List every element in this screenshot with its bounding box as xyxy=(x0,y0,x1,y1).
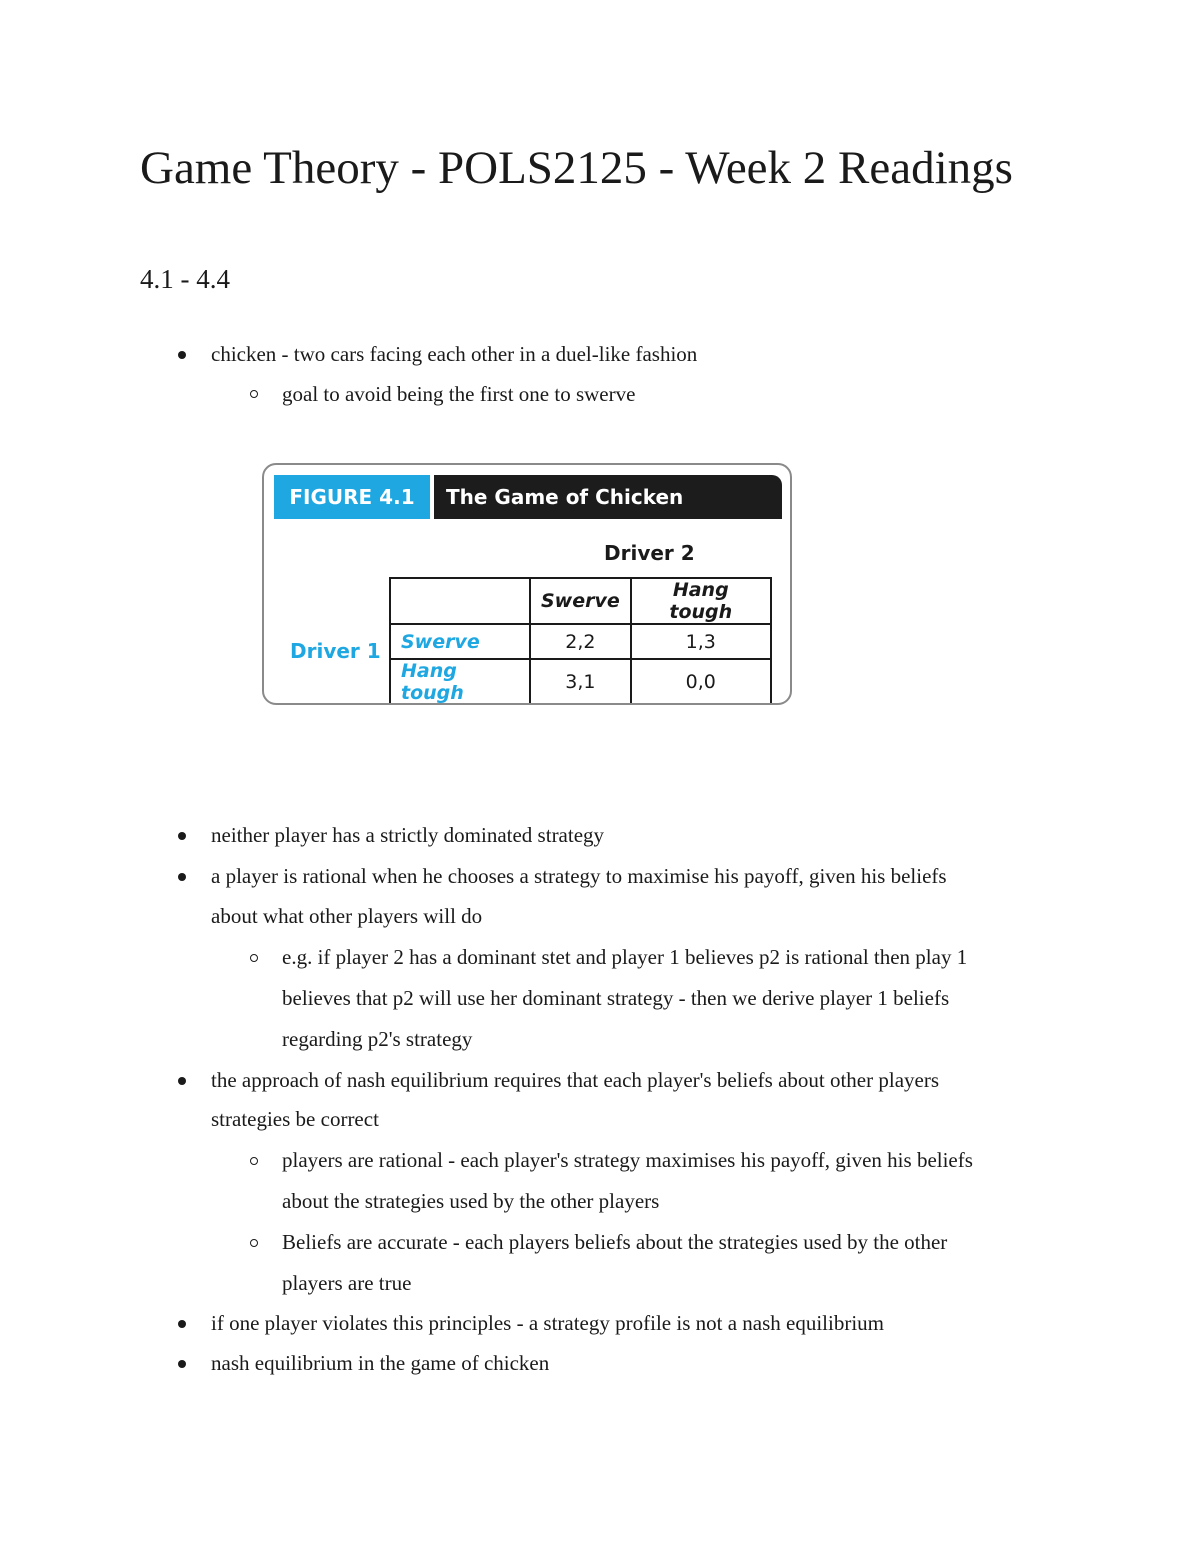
bullet-text: neither player has a strictly dominated strategy xyxy=(211,823,605,847)
figure-header xyxy=(274,475,782,519)
sub-bullet-text-continued: players are true xyxy=(282,1271,412,1295)
bullet-text: if one player violates this principles - a strategy profile is not a nash equilibrium xyxy=(211,1311,884,1335)
sub-bullet-marker xyxy=(250,954,258,962)
sub-bullet-text: goal to avoid being the first one to swerve xyxy=(282,382,636,406)
payoff-cell: 2,2 xyxy=(530,624,631,659)
table-row xyxy=(390,624,771,659)
figure-game-of-chicken xyxy=(262,463,792,705)
sub-bullet-text: players are rational - each player's strategy maximises his payoff, given his beliefs xyxy=(282,1148,973,1172)
bullet-marker xyxy=(178,351,186,359)
figure-number: FIGURE 4.1 xyxy=(274,475,430,519)
column-header: Hang tough xyxy=(631,578,771,624)
bullet-text-continued: about what other players will do xyxy=(211,904,483,928)
table-corner-cell xyxy=(390,578,530,624)
table-header-row xyxy=(390,578,771,624)
sub-bullet-marker xyxy=(250,390,258,398)
sub-bullet-text-continued: about the strategies used by the other players xyxy=(282,1189,660,1213)
row-header: Hang tough xyxy=(390,659,530,705)
page-title: Game Theory - POLS2125 - Week 2 Readings xyxy=(140,142,1013,194)
payoff-cell: 0,0 xyxy=(631,659,771,705)
section-heading: 4.1 - 4.4 xyxy=(140,264,230,294)
payoff-cell: 1,3 xyxy=(631,624,771,659)
payoff-matrix xyxy=(389,577,772,705)
payoff-cell: 3,1 xyxy=(530,659,631,705)
column-player-label: Driver 2 xyxy=(604,541,695,565)
sub-bullet-marker xyxy=(250,1239,258,1247)
row-header: Swerve xyxy=(390,624,530,659)
bullet-text: chicken - two cars facing each other in a duel-like fashion xyxy=(211,342,698,366)
bullet-text-continued: strategies be correct xyxy=(211,1107,379,1131)
bullet-text: the approach of nash equilibrium requires that each player's beliefs about other players xyxy=(211,1068,940,1092)
bullet-marker xyxy=(178,1077,186,1085)
figure-title: The Game of Chicken xyxy=(434,475,782,519)
bullet-marker xyxy=(178,1320,186,1328)
sub-bullet-text: e.g. if player 2 has a dominant stet and player 1 believes p2 is rational then play 1 xyxy=(282,945,968,969)
sub-bullet-text-continued: believes that p2 will use her dominant strategy - then we derive player 1 beliefs xyxy=(282,986,950,1010)
bullet-text: nash equilibrium in the game of chicken xyxy=(211,1351,550,1375)
table-row xyxy=(390,659,771,705)
sub-bullet-marker xyxy=(250,1157,258,1165)
bullet-marker xyxy=(178,1360,186,1368)
bullet-marker xyxy=(178,832,186,840)
row-player-label: Driver 1 xyxy=(290,639,381,663)
bullet-text: a player is rational when he chooses a strategy to maximise his payoff, given his beliefs xyxy=(211,864,947,888)
bullet-marker xyxy=(178,873,186,881)
sub-bullet-text-continued: regarding p2's strategy xyxy=(282,1027,473,1051)
sub-bullet-text: Beliefs are accurate - each players beliefs about the strategies used by the other xyxy=(282,1230,948,1254)
column-header: Swerve xyxy=(530,578,631,624)
